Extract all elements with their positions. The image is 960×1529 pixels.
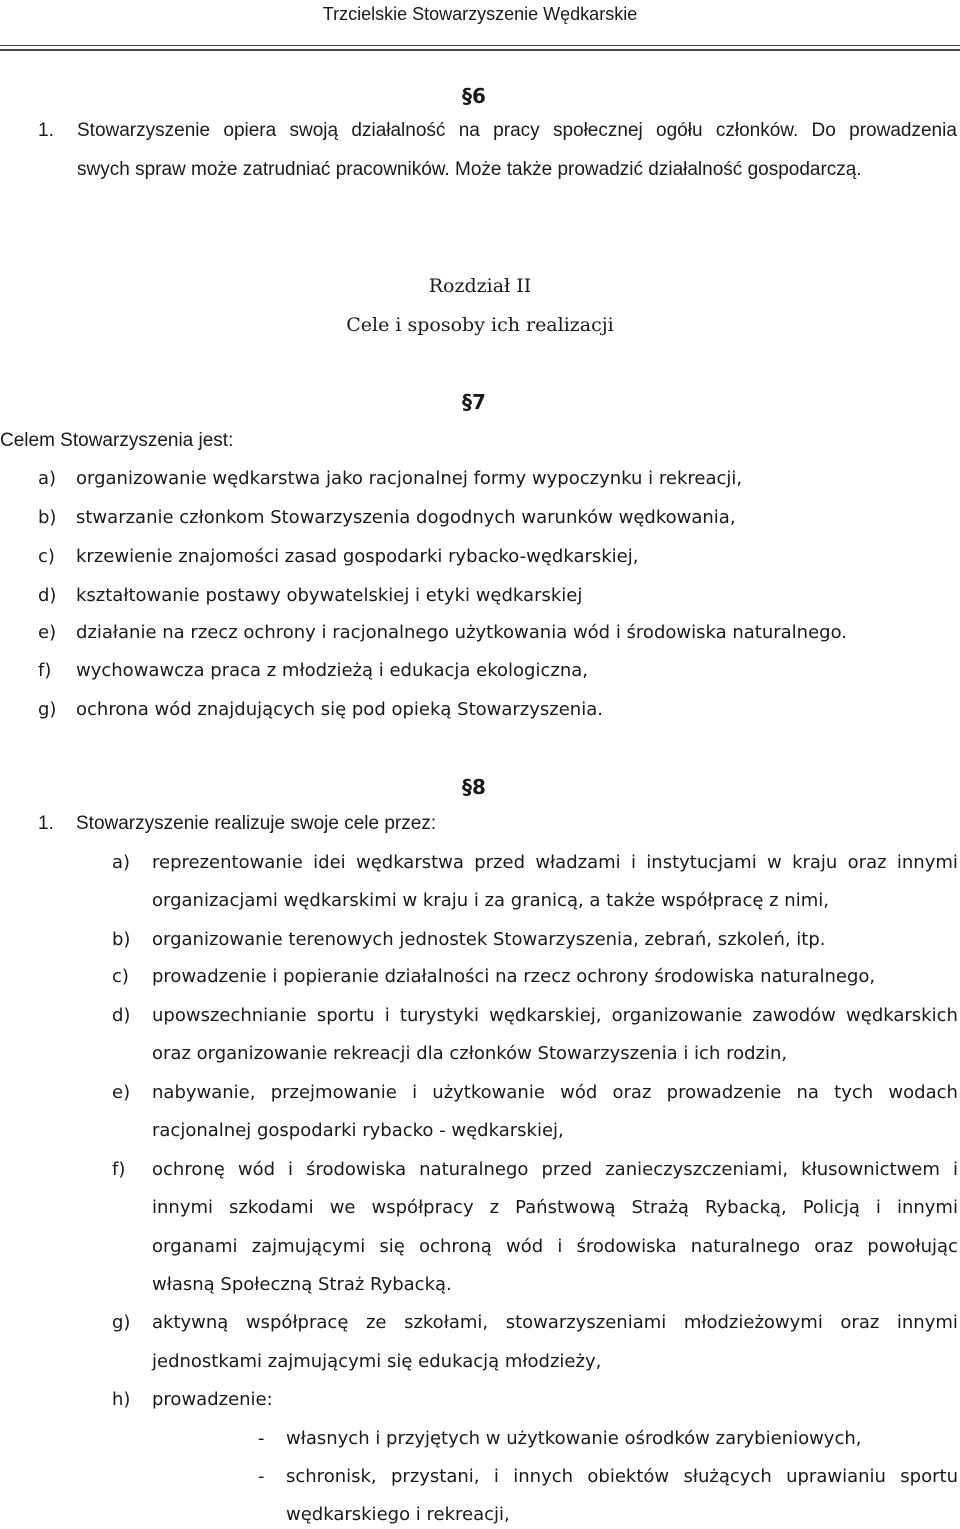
chapter-number: Rozdział II xyxy=(428,275,532,297)
s7-item-f-label: f) xyxy=(38,660,52,681)
s8-sub-e-label: e) xyxy=(112,1082,131,1103)
s8-sub-b-line-1: organizowanie terenowych jednostek Stowarzyszenia, zebrań, szkoleń, itp. xyxy=(152,929,826,950)
s8-sub-d-label: d) xyxy=(112,1005,131,1026)
s7-item-b-text: stwarzanie członkom Stowarzyszenia dogodnych warunków wędkowania, xyxy=(76,507,736,528)
s8-h-item-2-line-2: wędkarskiego i rekreacji, xyxy=(286,1504,510,1525)
s7-item-e-text: działanie na rzecz ochrony i racjonalnego użytkowania wód i środowiska naturalnego. xyxy=(76,622,848,643)
s8-sub-a-label: a) xyxy=(112,852,131,873)
s7-item-d-label: d) xyxy=(38,585,57,606)
section-6-heading: §6 xyxy=(462,84,486,108)
s7-item-d-text: kształtowanie postawy obywatelskiej i etyki wędkarskiej xyxy=(76,585,583,606)
page-header-title: Trzcielskie Stowarzyszenie Wędkarskie xyxy=(322,4,638,24)
s8-sub-c-label: c) xyxy=(112,966,129,987)
s8-item-1-text: Stowarzyszenie realizuje swoje cele przez: xyxy=(76,813,437,834)
s7-item-a-label: a) xyxy=(38,468,57,489)
s8-sub-h-label: h) xyxy=(112,1389,131,1410)
s8-sub-e-line-2: racjonalnej gospodarki rybacko - wędkarskiej, xyxy=(152,1120,564,1141)
s8-h-item-2-line-1: schronisk, przystani, i innych obiektów służących uprawianiu sportu xyxy=(286,1466,958,1487)
s8-sub-f-label: f) xyxy=(112,1159,126,1180)
s7-item-a-text: organizowanie wędkarstwa jako racjonalnej formy wypoczynku i rekreacji, xyxy=(76,468,743,489)
s7-item-f-text: wychowawcza praca z młodzieżą i edukacja ekologiczna, xyxy=(76,660,588,681)
s6-item-1-number: 1. xyxy=(38,120,54,141)
s8-sub-b-label: b) xyxy=(112,929,131,950)
s7-item-c-text: krzewienie znajomości zasad gospodarki rybacko-wędkarskiej, xyxy=(76,546,639,567)
s8-sub-g-line-1: aktywną współpracę ze szkołami, stowarzyszeniami młodzieżowymi oraz innymi xyxy=(152,1312,958,1333)
s8-sub-d-line-2: oraz organizowanie rekreacji dla członków Stowarzyszenia i ich rodzin, xyxy=(152,1043,788,1064)
s7-item-e-label: e) xyxy=(38,622,57,643)
section-8-heading: §8 xyxy=(462,775,486,799)
s8-h-item-1-line-1: własnych i przyjętych w użytkowanie ośrodków zarybieniowych, xyxy=(286,1428,862,1449)
section-7-heading: §7 xyxy=(462,390,486,414)
header-rule-thin xyxy=(0,45,960,46)
s8-sub-d-line-1: upowszechnianie sportu i turystyki wędkarskiej, organizowanie zawodów wędkarskich xyxy=(152,1005,958,1026)
header-rule-thick xyxy=(0,49,960,51)
s8-sub-f-line-4: własną Społeczną Straż Rybacką. xyxy=(152,1274,452,1295)
s8-sub-f-line-3: organami zajmującymi się ochroną wód i środowiska naturalnego oraz powołując xyxy=(152,1236,958,1257)
s8-sub-c-line-1: prowadzenie i popieranie działalności na rzecz ochrony środowiska naturalnego, xyxy=(152,966,876,987)
s8-sub-a-line-2: organizacjami wędkarskimi w kraju i za granicą, a także współpracę z nimi, xyxy=(152,890,829,911)
s7-item-g-text: ochrona wód znajdujących się pod opieką Stowarzyszenia. xyxy=(76,699,603,720)
s8-sub-g-label: g) xyxy=(112,1312,131,1333)
s7-item-b-label: b) xyxy=(38,507,57,528)
s8-h-item-1-dash: - xyxy=(258,1428,265,1449)
s7-item-g-label: g) xyxy=(38,699,57,720)
s7-intro: Celem Stowarzyszenia jest: xyxy=(0,430,234,451)
s8-item-1-number: 1. xyxy=(38,813,54,834)
s8-sub-f-line-1: ochronę wód i środowiska naturalnego przed zanieczyszczeniami, kłusownictwem i xyxy=(152,1159,958,1180)
s8-sub-e-line-1: nabywanie, przejmowanie i użytkowanie wód oraz prowadzenie na tych wodach xyxy=(152,1082,958,1103)
s8-h-item-2-dash: - xyxy=(258,1466,265,1487)
chapter-title: Cele i sposoby ich realizacji xyxy=(346,314,614,336)
s6-item-1-line-1: Stowarzyszenie opiera swoją działalność na pracy społecznej ogółu członków. Do prowadzenia xyxy=(77,120,957,141)
s8-sub-g-line-2: jednostkami zajmującymi się edukacją młodzieży, xyxy=(152,1351,602,1372)
s8-sub-f-line-2: innymi szkodami we współpracy z Państwową Strażą Rybacką, Policją i innymi xyxy=(152,1197,958,1218)
s8-sub-a-line-1: reprezentowanie idei wędkarstwa przed władzami i instytucjami w kraju oraz innymi xyxy=(152,852,958,873)
s6-item-1-line-2: swych spraw może zatrudniać pracowników. Może także prowadzić działalność gospodarczą. xyxy=(77,159,862,180)
s7-item-c-label: c) xyxy=(38,546,55,567)
s8-sub-h-line-1: prowadzenie: xyxy=(152,1389,273,1410)
